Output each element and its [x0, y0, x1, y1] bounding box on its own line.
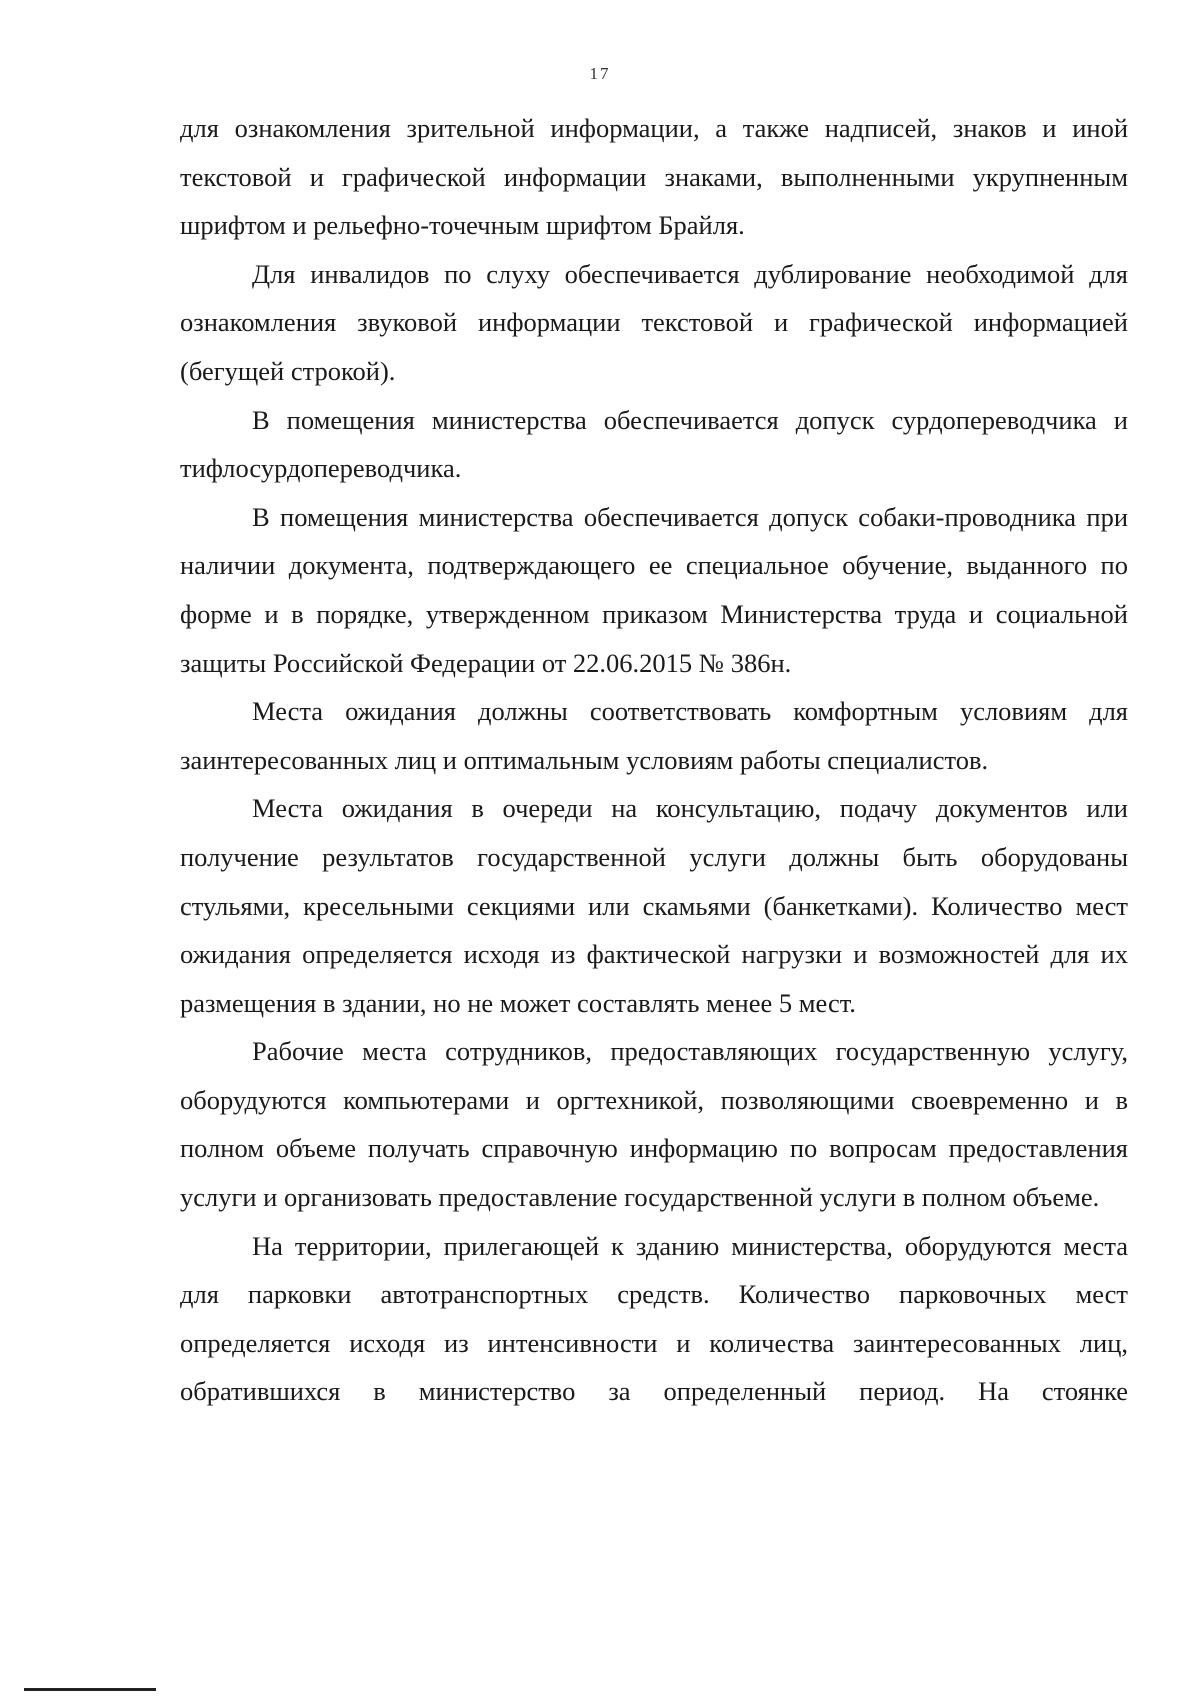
paragraph-parking: На территории, прилегающей к зданию министерства, оборудуются места для парковки автотранспортных средств. Количество парковочных мест определяется исходя из интенсивности и количества заинтересованных лиц, обратившихся в министерство за определенный период. На стоянке [180, 1230, 1128, 1407]
paragraph-guide-dog: В помещения министерства обеспечивается допуск собаки-проводника при наличии документа, подтверждающего ее специальное обучение, выданного по форме и в порядке, утвержденном приказом Министерства труда и социальной защиты Российской Федерации от 22.06.2015 № 386н. [180, 501, 1128, 678]
paragraph-queue-seating: Места ожидания в очереди на консультацию, подачу документов или получение результатов государственной услуги должны быть оборудованы стульями, кресельными секциями или скамьями (банкетками). Количество мест ожидания определяется исходя из фактической нагрузки и возможностей для их размещения в здании, но не может составлять менее 5 мест. [180, 793, 1128, 1018]
footer-rule [24, 1688, 156, 1691]
paragraph-hearing-impaired: Для инвалидов по слуху обеспечивается дублирование необходимой для ознакомления звуковой информации текстовой и графической информацией (бегущей строкой). [180, 258, 1128, 386]
document-body [180, 104, 1128, 1416]
paragraph-workplaces: Рабочие места сотрудников, предоставляющих государственную услугу, оборудуются компьютерами и оргтехникой, позволяющими своевременно и в полном объеме получать справочную информацию по вопросам предоставления услуги и организовать предоставление государственной услуги в полном объеме. [180, 1036, 1128, 1213]
page-number: 17 [589, 64, 611, 83]
paragraph-sign-interpreter: В помещения министерства обеспечивается допуск сурдопереводчика и тифлосурдопереводчика. [180, 404, 1128, 484]
paragraph-waiting-areas: Места ожидания должны соответствовать комфортным условиям для заинтересованных лиц и оптимальным условиям работы специалистов. [180, 696, 1128, 775]
paragraph-continuation: для ознакомления зрительной информации, а также надписей, знаков и иной текстовой и графической информации знаками, выполненными укрупненным шрифтом и рельефно-точечным шрифтом Брайля. [180, 113, 1128, 241]
